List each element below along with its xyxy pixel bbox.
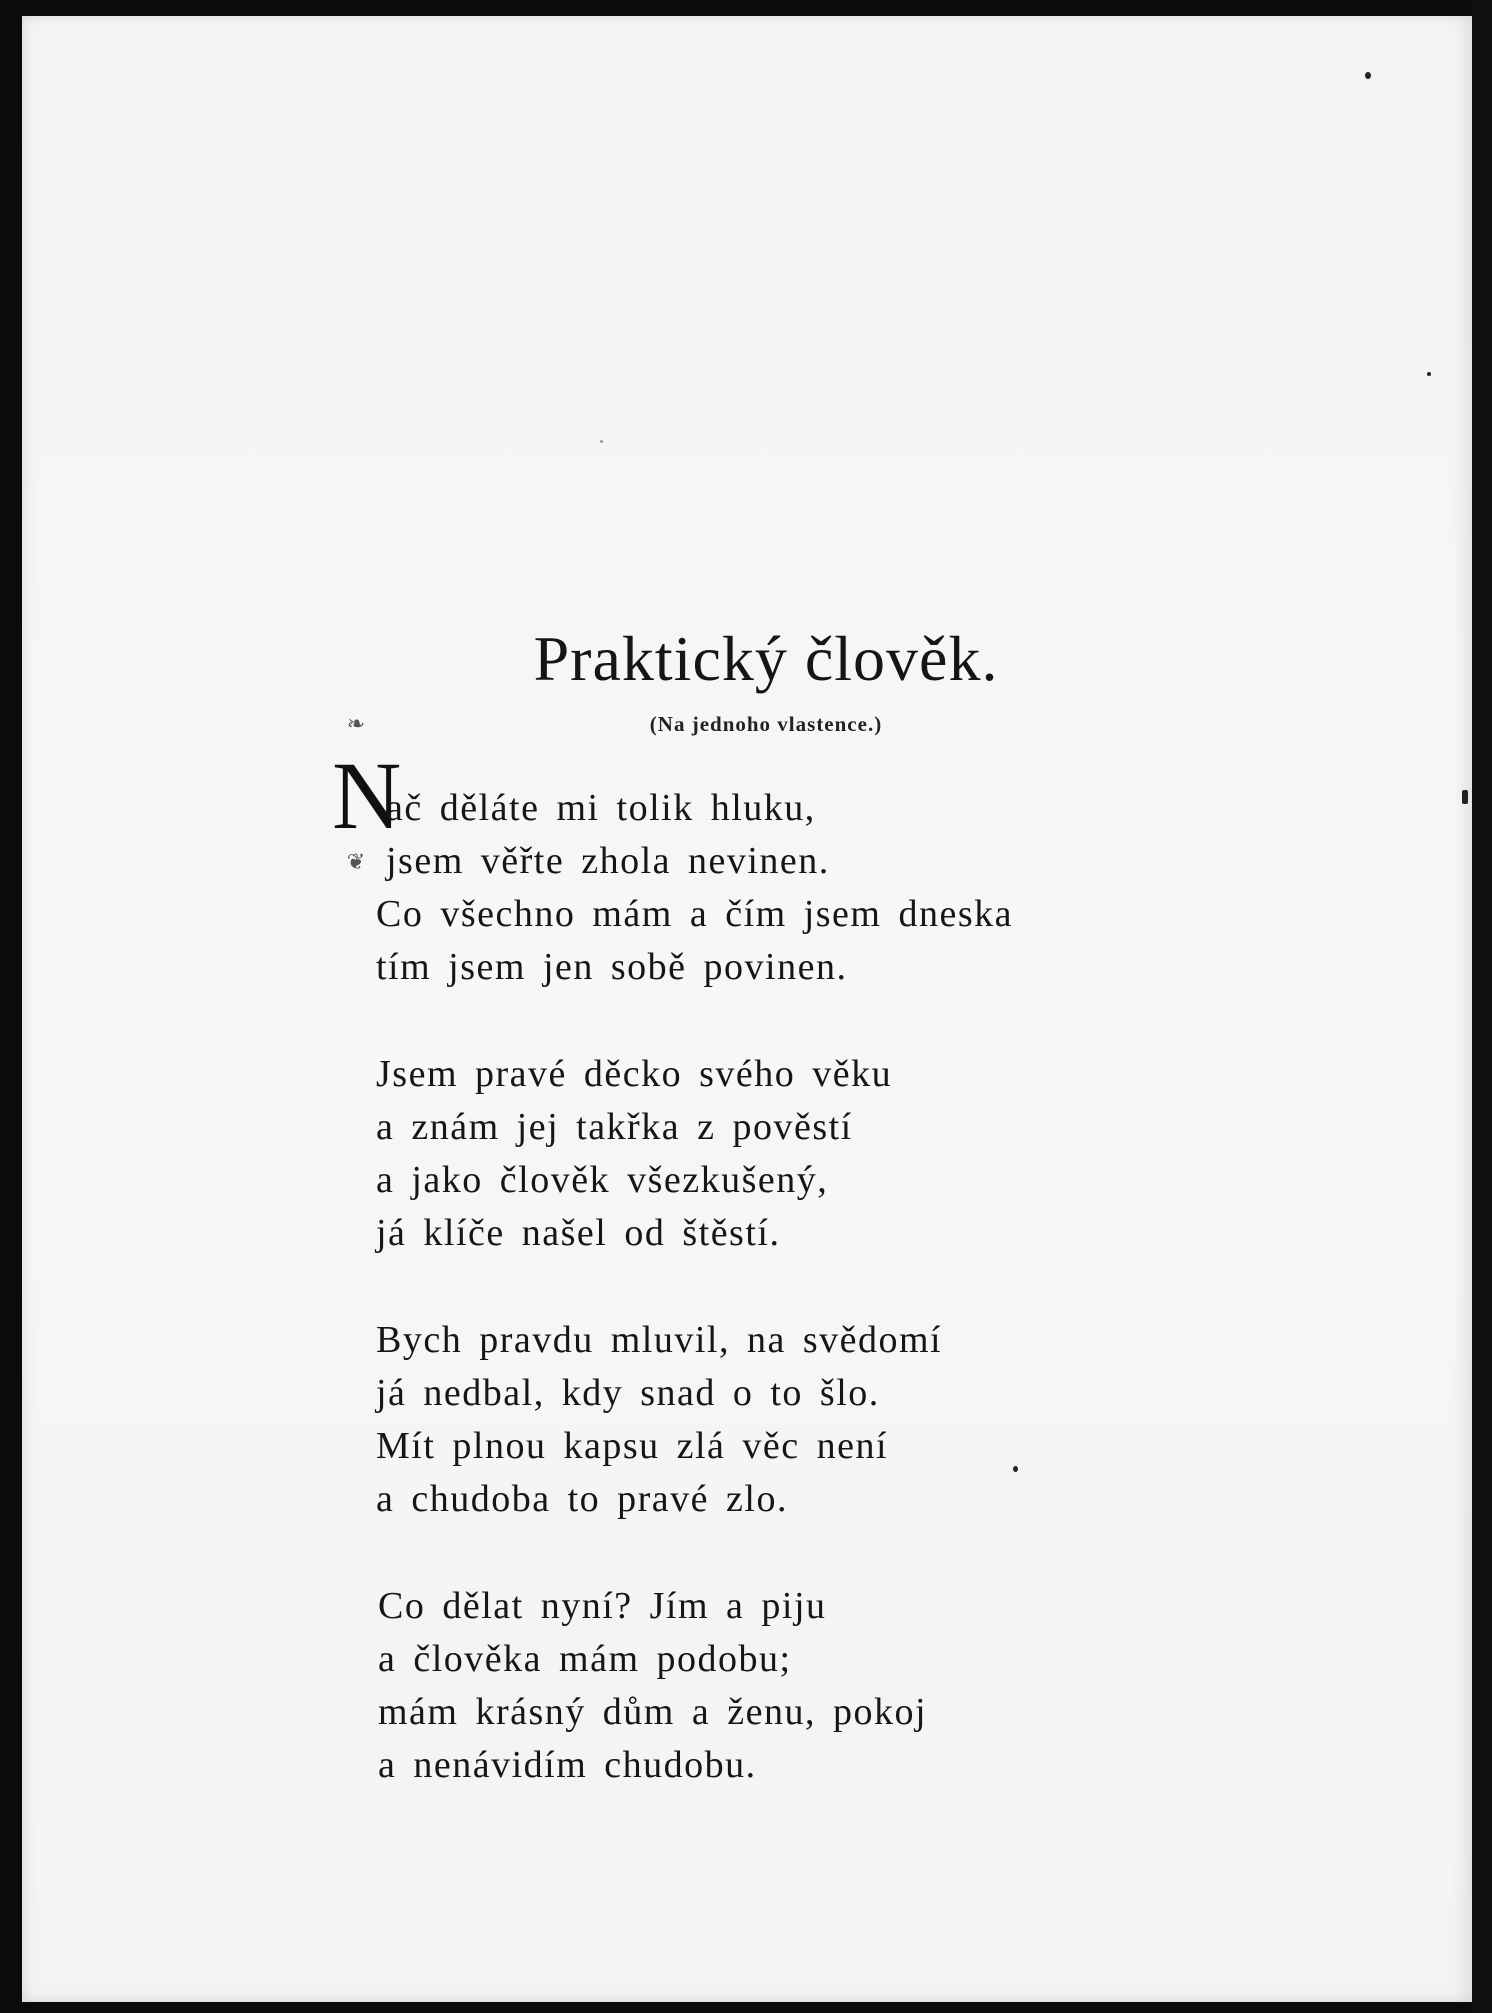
stanza — [376, 782, 1086, 994]
stanza — [378, 1580, 1086, 1792]
stanza — [376, 1048, 1086, 1260]
poem-line: Jsem pravé děcko svého věku — [376, 1053, 893, 1095]
poem-line: Co všechno mám a čím jsem dneska — [376, 893, 1013, 935]
page-title: Praktický člověk. — [533, 623, 999, 694]
poem-line: ač děláte mi tolik hluku, — [386, 787, 816, 829]
poem-line: a znám jej takřka z pověstí — [376, 1106, 853, 1148]
poem-line: a chudoba to pravé zlo. — [376, 1478, 788, 1520]
poem-line: a nenávidím chudobu. — [378, 1744, 757, 1786]
poem-line: jsem věřte zhola nevinen. — [386, 840, 830, 882]
dust-speck — [1462, 790, 1468, 804]
floral-flourish-icon: ❧ — [346, 712, 366, 737]
dust-speck — [1427, 372, 1431, 376]
drop-cap-block — [326, 712, 402, 892]
poem-line: Bych pravdu mluvil, na svědomí — [376, 1319, 943, 1361]
poem-line: Mít plnou kapsu zlá věc není — [376, 1425, 889, 1467]
poem-line: mám krásný dům a ženu, pokoj — [378, 1691, 928, 1733]
dust-speck — [1365, 72, 1371, 79]
poem-line: a člověka mám podobu; — [378, 1638, 792, 1680]
floral-flourish-icon: ❦ — [346, 850, 366, 875]
poem-dedication: (Na jednoho vlastence.) — [649, 712, 883, 736]
dust-speck — [600, 440, 603, 443]
poem-line: a jako člověk všezkušený, — [376, 1159, 829, 1201]
poem-line: tím jsem jen sobě povinen. — [376, 946, 848, 988]
poem-line: já nedbal, kdy snad o to šlo. — [376, 1372, 880, 1414]
drop-cap-letter: N — [332, 742, 402, 849]
poem-line: Co dělat nyní? Jím a piju — [378, 1585, 827, 1627]
page-edge-shadow — [1472, 0, 1492, 2013]
poem-body — [376, 782, 1086, 1846]
poem-line: já klíče našel od štěstí. — [376, 1212, 781, 1254]
stanza — [376, 1314, 1086, 1526]
